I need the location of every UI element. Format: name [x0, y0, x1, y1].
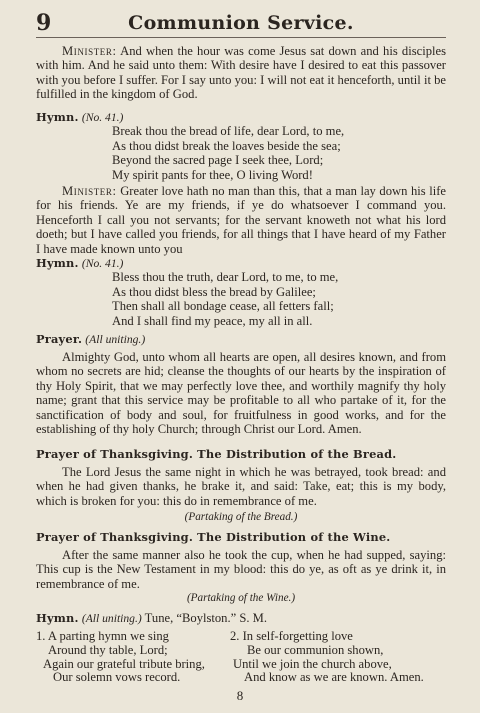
hymn-label: Hymn.	[36, 256, 79, 270]
hymn-verse-2	[112, 270, 338, 328]
prayer-heading	[36, 332, 446, 347]
speaker-label: Minister:	[62, 44, 117, 58]
page-header	[36, 10, 446, 40]
wine-heading: Prayer of Thanksgiving. The Distribution of the Wine.	[36, 530, 391, 544]
prayer-note: (All uniting.)	[85, 333, 146, 346]
page-number: 9	[36, 10, 52, 36]
prayer-text: Almighty God, unto whom all hearts are open, all desires known, and from whom no secrets are hid; cleanse the thoughts of our hearts by the inspiration of thy Holy Spirit, that we may perfectly love thee, and worthily magnify thy holy name; grant that this service may be profitable to all who partake of it, for the sanctification of body and soul, for fruitfulness in good works, and for the establishing of thy holy Church; through Christ our Lord. Amen.	[36, 350, 446, 437]
hymn-ref: (No. 41.)	[81, 111, 124, 124]
wine-caption: (Partaking of the Wine.)	[186, 592, 296, 604]
verse-line: Around thy table, Lord;	[48, 642, 168, 657]
verse-line: Be our communion shown,	[247, 642, 384, 657]
hymn-heading-3	[36, 611, 446, 626]
passage-text: And when the hour was come Jesus sat down and his disciples with him. And he said unto them: With desire have I desired to eat this passover with you before I suffer. For I say unto you: I will not eat it henceforth, until it be fulfilled in the kingdom of God.	[36, 44, 446, 102]
minister-passage-2	[36, 184, 446, 256]
verse-line: Beyond the sacred page I seek thee, Lord;	[112, 153, 324, 168]
wine-text: After the same manner also he took the cup, when he had supped, saying: This cup is the New Testament in my blood: this do ye, as oft as ye drink it, in remembrance of me.	[36, 548, 446, 591]
verse-line: 1. A parting hymn we sing	[36, 629, 169, 643]
passage-text: Greater love hath no man than this, that a man lay down his life for his friends. Ye are my friends, if ye do whatsoever I command you. Henceforth I call you not servants; for the servant knoweth not what his lord doeth; but I have called you friends, for all things that I have heard of my Father I have made known unto you	[36, 184, 446, 256]
verse-line: As thou didst bless the bread by Galilee;	[112, 284, 316, 299]
hymn-note: (All uniting.)	[81, 612, 142, 625]
verse-line: 2. In self-forgetting love	[230, 629, 353, 643]
bread-text: The Lord Jesus the same night in which he was betrayed, took bread: and when he had given thanks, he brake it, and said: Take, eat; this is my body, which is broken for you: this do in remembrance of me.	[36, 465, 446, 508]
hymn-verse-3b	[230, 630, 424, 685]
hymn-verse-3a	[36, 630, 205, 685]
hymn-label: Hymn.	[36, 110, 79, 124]
verse-line: Until we join the church above,	[233, 656, 392, 671]
prayer-label: Prayer.	[36, 332, 83, 346]
verse-line: And I shall find my peace, my all in all.	[112, 313, 313, 328]
running-title: Communion Service.	[128, 12, 354, 34]
hymn-verse-1	[112, 124, 344, 182]
verse-line: Break thou the bread of life, dear Lord, to me,	[112, 124, 345, 138]
footer-page-number: 8	[236, 688, 244, 703]
verse-line: Then shall all bondage cease, all fetters fall;	[112, 299, 334, 314]
bread-heading: Prayer of Thanksgiving. The Distribution of the Bread.	[36, 447, 397, 461]
verse-line: Again our grateful tribute bring,	[43, 656, 205, 671]
verse-line: As thou didst break the loaves beside the sea;	[112, 138, 341, 153]
verse-line: And know as we are known. Amen.	[244, 670, 424, 685]
bread-caption: (Partaking of the Bread.)	[184, 511, 298, 523]
speaker-label: Minister:	[62, 184, 117, 198]
hymn-label: Hymn.	[36, 611, 79, 625]
hymn-ref: (No. 41.)	[81, 257, 124, 270]
header-rule	[36, 37, 446, 38]
verse-line: Bless thou the truth, dear Lord, to me, to me,	[112, 270, 339, 284]
minister-passage-1	[36, 44, 446, 102]
verse-line: My spirit pants for thee, O living Word!	[112, 167, 313, 182]
hymn-tune: Tune, “Boylston.” S. M.	[144, 611, 268, 625]
verse-line: Our solemn vows record.	[53, 670, 181, 685]
